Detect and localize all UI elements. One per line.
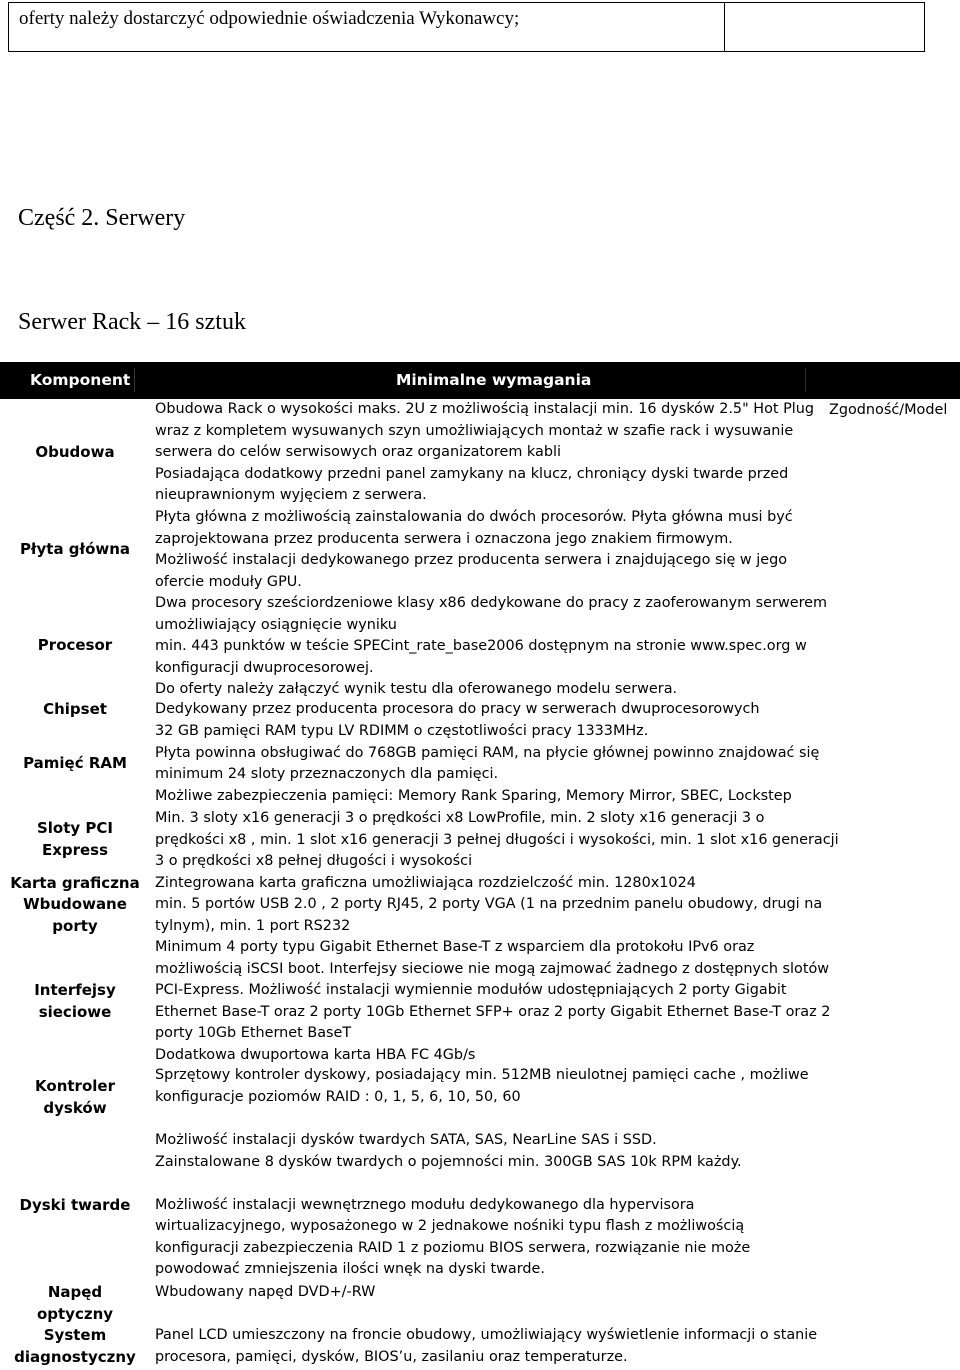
row-label-obudowa <box>0 442 150 464</box>
requirement-line: min. 5 portów USB 2.0 , 2 porty RJ45, 2 porty VGA (1 na przednim panelu obudowy, drugi na <box>155 896 823 912</box>
row-label-line: diagnostyczny <box>14 1347 136 1366</box>
row-label-line: Obudowa <box>35 443 115 461</box>
requirement-line: konfiguracji zabezpieczenia RAID 1 z poziomu BIOS serwera, rozwiązanie nie może <box>155 1239 751 1256</box>
requirement-line: Obudowa Rack o wysokości maks. 2U z możliwością instalacji min. 16 dysków 2.5" Hot Plug <box>155 401 815 417</box>
previous-page-text: oferty należy dostarczyć odpowiednie oświadczenia Wykonawcy; <box>19 8 520 29</box>
requirement-line: Możliwość instalacji dedykowanego przez producenta serwera i znajdującego się w jego <box>155 552 788 568</box>
requirement-line: możliwością iSCSI boot. Interfejsy sieciowe nie mogą zajmować żadnego z dostępnych slotów <box>155 960 830 977</box>
row-label-line: Kontroler <box>35 1077 115 1095</box>
row-requirements-karta-graficzna <box>155 873 815 895</box>
row-requirements-sloty-pci-express <box>155 808 839 873</box>
requirement-line: procesora, pamięci, dysków, BIOS’u, zasilaniu oraz temperaturze. <box>155 1348 628 1365</box>
row-label-wbudowane-porty <box>0 894 150 937</box>
row-label-line: Napęd <box>47 1283 103 1301</box>
requirement-line: Zintegrowana karta graficzna umożliwiająca rozdzielczość min. 1280x1024 <box>155 875 696 891</box>
requirement-line: Dodatkowa dwuportowa karta HBA FC 4Gb/s <box>155 1046 476 1063</box>
requirement-line: Minimum 4 porty typu Gigabit Ethernet Base-T z wsparciem dla protokołu IPv6 oraz <box>155 939 755 955</box>
requirement-line: Panel LCD umieszczony na froncie obudowy, umożliwiający wyświetlenie informacji o stanie <box>155 1327 818 1343</box>
row-label-line: Chipset <box>43 700 107 718</box>
row-label-line: porty <box>52 916 98 935</box>
row-requirements-plyta-glowna <box>155 507 815 593</box>
row-label-line: Wbudowane <box>23 895 127 913</box>
header-requirements: Minimalne wymagania <box>396 371 592 389</box>
requirement-line: serwera do celów serwisowych oraz organizatorem kabli <box>155 444 561 460</box>
requirement-line: Dedykowany przez producenta procesora do pracy w serwerach dwuprocesorowych <box>155 701 760 717</box>
requirement-line: ofercie moduły GPU. <box>155 573 302 590</box>
row-label-sloty-pci-express <box>0 818 150 861</box>
row-label-line: Express <box>41 840 109 859</box>
requirement-line: wraz z kompletem wysuwanych szyn umożliwiających montaż w szafie rack i wysuwanie <box>155 422 794 439</box>
row-label-line: Karta graficzna <box>10 874 140 892</box>
table-header <box>0 362 960 399</box>
header-separator <box>805 368 806 392</box>
row-requirements-pamiec-ram <box>155 721 820 807</box>
requirement-line: 3 o prędkości x8 pełnej długości i wysokości <box>155 853 473 869</box>
requirement-line: umożliwiający osiągnięcie wyniku <box>155 616 397 633</box>
requirement-line: Płyta powinna obsługiwać do 768GB pamięci RAM, na płycie głównej powinno znajdować się <box>155 744 820 761</box>
row-label-line: sieciowe <box>38 1002 112 1021</box>
row-label-line: Pamięć RAM <box>23 754 127 772</box>
row-label-interfejsy-sieciowe <box>0 980 150 1023</box>
row-requirements-obudowa <box>155 399 815 507</box>
row-requirements-dyski-twarde <box>155 1130 815 1281</box>
requirement-line: Sprzętowy kontroler dyskowy, posiadający min. 512MB nieulotnej pamięci cache , możliwe <box>155 1067 809 1083</box>
subsection-title: Serwer Rack – 16 sztuk <box>18 309 246 335</box>
row-label-kontroler-dyskow <box>0 1076 150 1119</box>
requirement-line: min. 443 punktów w teście SPECint_rate_base2006 dostępnym na stronie www.spec.org w <box>155 638 807 654</box>
row-requirements-chipset <box>155 699 815 721</box>
requirement-line: konfiguracje poziomów RAID : 0, 1, 5, 6, 10, 50, 60 <box>155 1088 521 1105</box>
requirement-line: powodować zmniejszenia ilości wnęk na dyski twarde. <box>155 1261 545 1277</box>
row-requirements-naped-optyczny <box>155 1282 815 1304</box>
requirement-line: Dwa procesory sześciordzeniowe klasy x86 dedykowane do pracy z zaoferowanym serwerem <box>155 595 828 611</box>
requirement-line: minimum 24 sloty przeznaczonych dla pamięci. <box>155 766 499 782</box>
row-requirements-wbudowane-porty <box>155 894 823 937</box>
previous-page-table-row <box>8 2 925 52</box>
compliance-column-label: Zgodność/Model <box>829 402 948 418</box>
requirement-line: tylnym), min. 1 port RS232 <box>155 917 351 934</box>
row-label-chipset <box>0 699 150 721</box>
row-label-line: Płyta główna <box>19 540 131 558</box>
requirement-line: wirtualizacyjnego, wyposażonego w 2 jednakowe nośniki typu flash z możliwością <box>155 1218 745 1234</box>
row-label-line: System <box>43 1326 107 1344</box>
requirement-line: Ethernet Base-T oraz 2 porty 10Gb Ethernet SFP+ oraz 2 porty Gigabit Ethernet Base-T oraz 2 <box>155 1003 831 1020</box>
row-label-line: optyczny <box>36 1304 114 1323</box>
row-label-plyta-glowna <box>0 539 150 561</box>
requirement-line: 32 GB pamięci RAM typu LV RDIMM o częstotliwości pracy 1333MHz. <box>155 723 649 739</box>
requirement-line: Płyta główna z możliwością zainstalowania do dwóch procesorów. Płyta główna musi być <box>155 509 793 525</box>
row-label-karta-graficzna <box>0 873 150 895</box>
requirement-line: Min. 3 sloty x16 generacji 3 o prędkości x8 LowProfile, min. 2 sloty x16 generacji 3 o <box>155 810 765 826</box>
requirement-line: porty 10Gb Ethernet BaseT <box>155 1025 352 1041</box>
section-title: Część 2. Serwery <box>18 205 186 231</box>
row-label-procesor <box>0 635 150 657</box>
row-requirements-procesor <box>155 593 828 701</box>
previous-page-text-cell <box>9 3 725 51</box>
requirement-line: Możliwość instalacji dysków twardych SATA, SAS, NearLine SAS i SSD. <box>155 1132 657 1148</box>
header-component: Komponent <box>30 371 131 389</box>
requirement-line: Zainstalowane 8 dysków twardych o pojemności min. 300GB SAS 10k RPM każdy. <box>155 1153 742 1170</box>
row-requirements-kontroler-dyskow <box>155 1065 815 1108</box>
requirement-line: nieuprawnionym wyjęciem z serwera. <box>155 487 427 503</box>
row-label-pamiec-ram <box>0 753 150 775</box>
requirement-line: Do oferty należy załączyć wynik testu dla oferowanego modelu serwera. <box>155 681 678 697</box>
requirement-line: Wbudowany napęd DVD+/-RW <box>155 1284 376 1300</box>
requirement-line: Możliwość instalacji wewnętrznego modułu dedykowanego dla hypervisora <box>155 1196 695 1213</box>
header-separator <box>134 368 135 392</box>
row-label-naped-optyczny <box>0 1282 150 1325</box>
row-label-line: dysków <box>43 1098 107 1117</box>
requirement-line: prędkości x8 , min. 1 slot x16 generacji 3 pełnej długości i wysokości, min. 1 slot x16 generacji <box>155 831 839 848</box>
requirement-line: Możliwe zabezpieczenia pamięci: Memory Rank Sparing, Memory Mirror, SBEC, Lockstep <box>155 787 792 804</box>
row-label-line: Dyski twarde <box>19 1196 131 1214</box>
requirement-line: Posiadająca dodatkowy przedni panel zamykany na klucz, chroniący dyski twarde przed <box>155 465 789 482</box>
row-label-line: Sloty PCI <box>36 819 113 837</box>
requirement-line <box>155 1173 815 1195</box>
requirement-line: zaprojektowana przez producenta serwera i oznaczona jego znakiem firmowym. <box>155 530 733 547</box>
row-requirements-system-diagnostyczny <box>155 1325 818 1368</box>
row-label-dyski-twarde <box>0 1195 150 1217</box>
row-label-system-diagnostyczny <box>0 1325 150 1368</box>
requirement-line: konfiguracji dwuprocesorowej. <box>155 659 374 676</box>
requirement-line: PCI-Express. Możliwość instalacji wymiennie modułów udostępniających 2 porty Gigabit <box>155 982 787 998</box>
row-label-line: Procesor <box>37 636 113 654</box>
row-requirements-interfejsy-sieciowe <box>155 937 831 1066</box>
row-label-line: Interfejsy <box>34 981 116 999</box>
